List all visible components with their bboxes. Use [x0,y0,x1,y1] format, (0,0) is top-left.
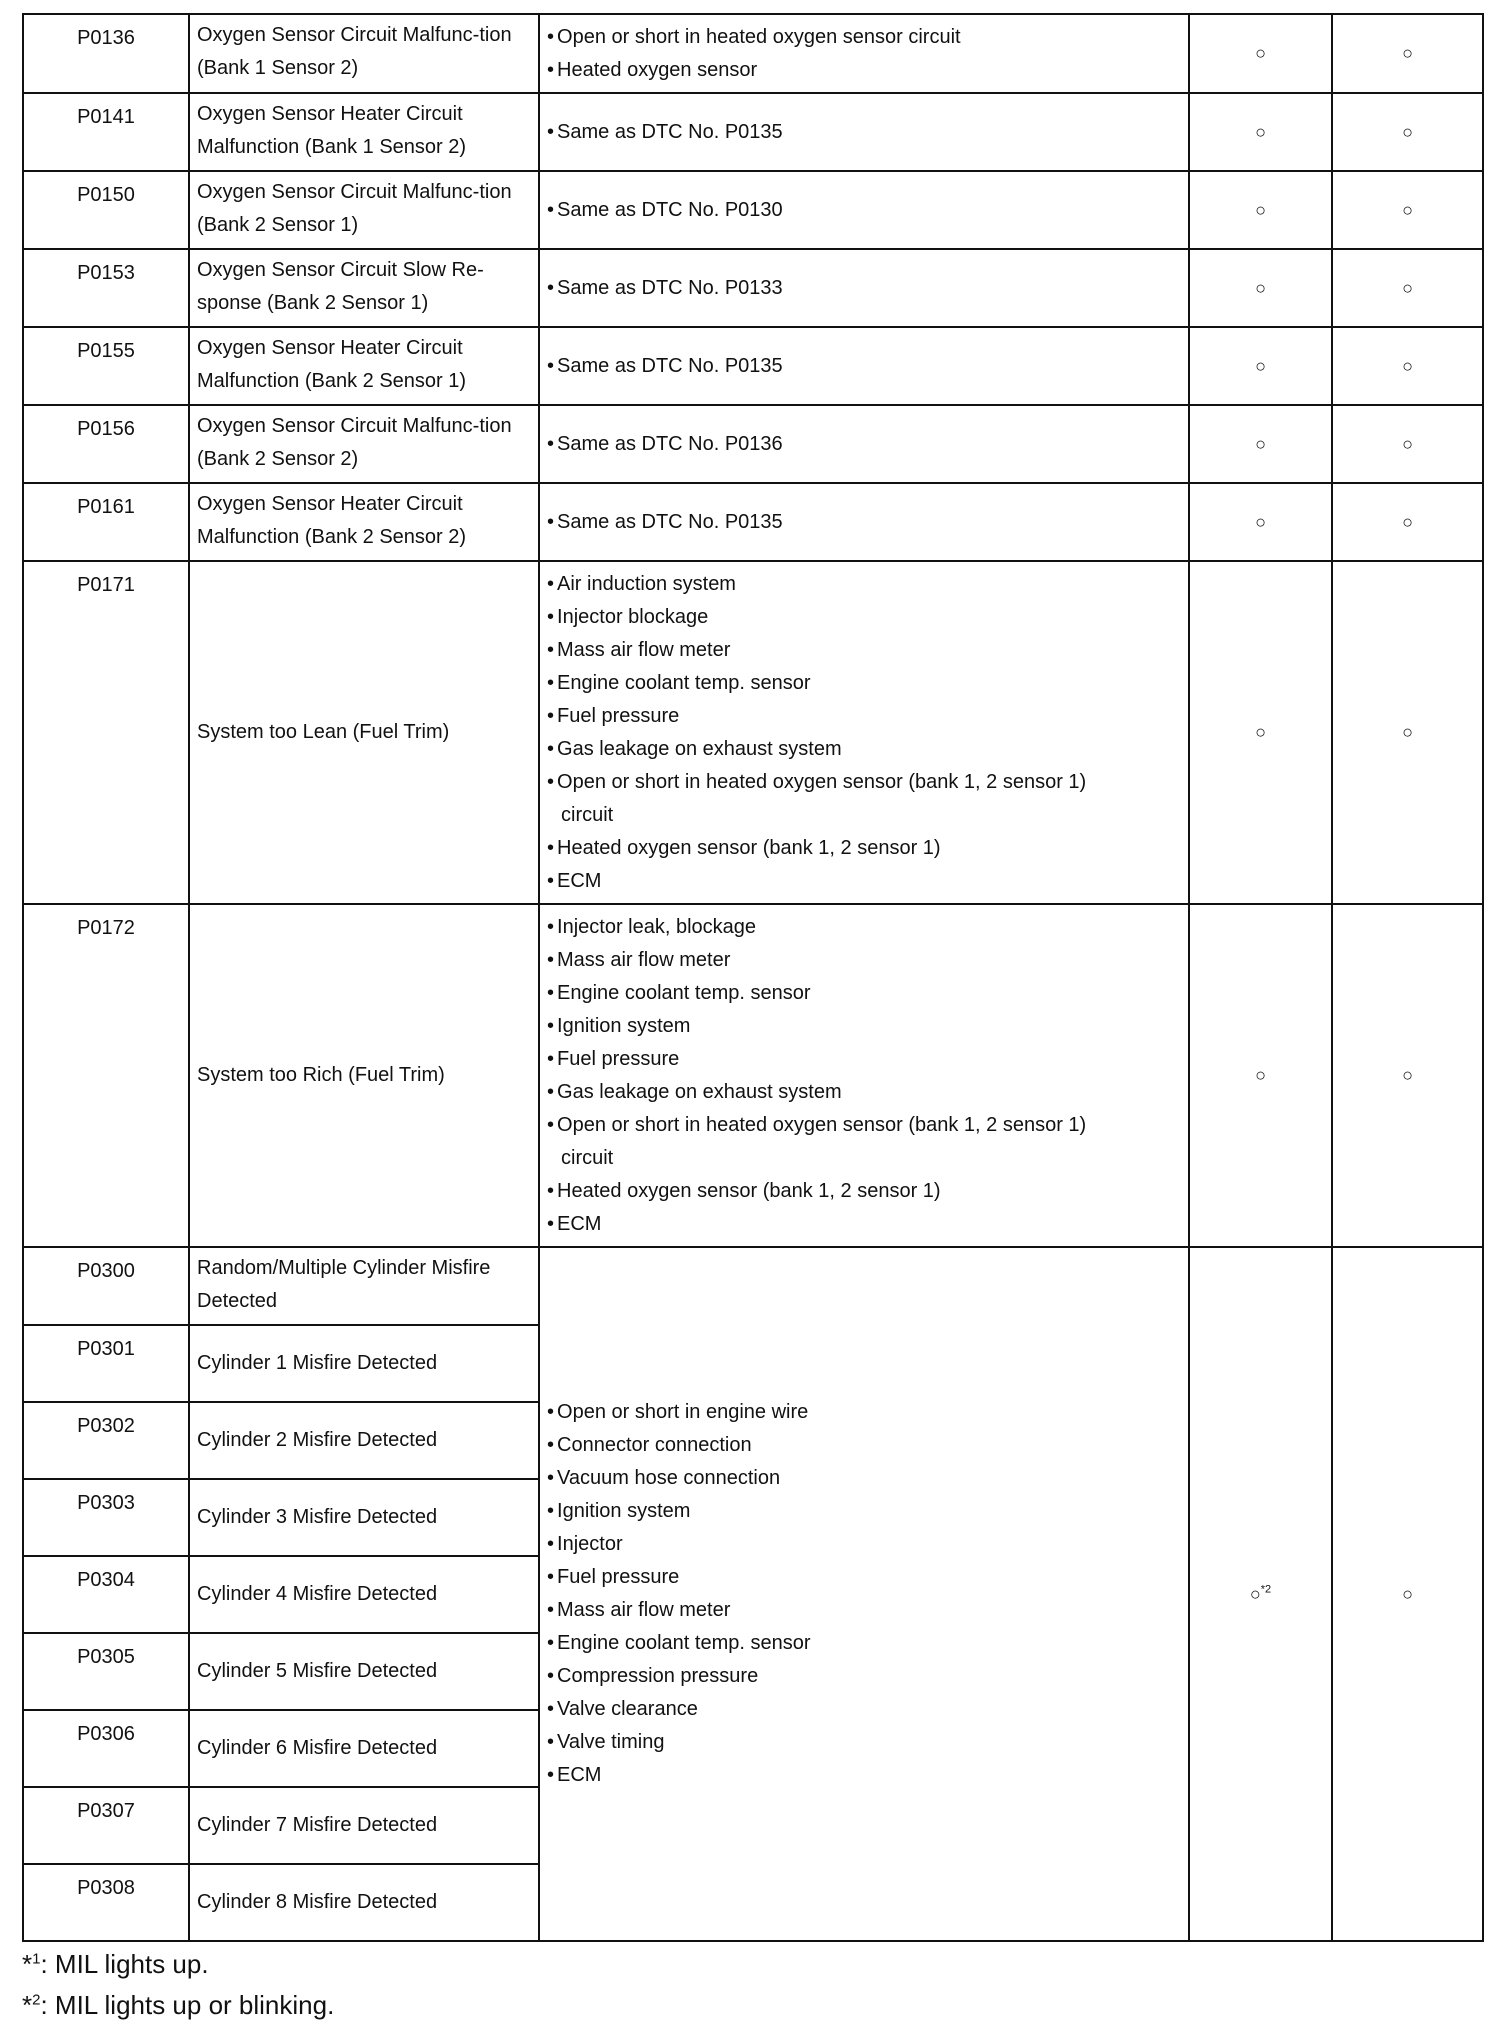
dtc-name: Random/Multiple Cylinder Misfire Detected [189,1247,539,1325]
cause-item: circuit [561,803,614,826]
footnote-text: : MIL lights up or blinking. [40,1990,335,2020]
cause-item: • Open or short in engine wire [547,1396,1188,1429]
dtc-table [22,13,1484,1942]
dtc-name: Oxygen Sensor Circuit Slow Re-sponse (Bank 2 Sensor 1) [189,249,539,327]
cause-item: • Gas leakage on exhaust system [547,733,1188,766]
dtc-table-body [23,14,1483,1941]
mil-cell-1 [1189,1247,1332,1941]
cause-item: • Gas leakage on exhaust system [547,1076,1188,1109]
cause-item: • Ignition system [547,1495,1188,1528]
circle-mark: ○ [1255,43,1266,63]
trouble-causes [539,561,1189,904]
dtc-name: Cylinder 8 Misfire Detected [189,1864,539,1941]
mil-cell-1 [1189,93,1332,171]
circle-mark: ○ [1255,199,1266,220]
trouble-causes [539,904,1189,1247]
dtc-name: Cylinder 1 Misfire Detected [189,1325,539,1402]
footnote-text: : MIL lights up. [40,1949,209,1979]
dtc-code: P0308 [23,1864,189,1941]
cause-item: • Injector leak, blockage [547,911,1188,944]
cause-item: • Fuel pressure [547,1561,1188,1594]
table-row [23,904,1483,1247]
trouble-causes [539,405,1189,483]
dtc-table-page [22,13,1482,1942]
mil-cell-2 [1332,249,1483,327]
mil-cell-2 [1332,483,1483,561]
mil-cell-1 [1189,405,1332,483]
cause-item: • Connector connection [547,1429,1188,1462]
cause-item: • Open or short in heated oxygen sensor (bank 1, 2 sensor 1) [547,1109,1188,1142]
cause-item: • ECM [547,1759,1188,1792]
cause-item: • Mass air flow meter [547,944,1188,977]
circle-mark: ○ [1255,355,1266,376]
dtc-code: P0136 [23,14,189,93]
dtc-code: P0156 [23,405,189,483]
footnotes [22,1944,334,2026]
dtc-name: Oxygen Sensor Heater Circuit Malfunction (Bank 2 Sensor 2) [189,483,539,561]
cause-item: • Engine coolant temp. sensor [547,1627,1188,1660]
dtc-name: System too Rich (Fuel Trim) [189,904,539,1247]
circle-mark: ○ [1255,511,1266,532]
footnote-mark: * [22,1990,33,2020]
dtc-name: Cylinder 7 Misfire Detected [189,1787,539,1864]
table-row [23,483,1483,561]
dtc-code: P0307 [23,1787,189,1864]
dtc-code: P0141 [23,93,189,171]
cause-item: • Heated oxygen sensor [547,54,1188,87]
trouble-causes [539,1247,1189,1941]
mil-cell-1 [1189,171,1332,249]
mil-cell-1 [1189,327,1332,405]
mil-cell-2 [1332,93,1483,171]
circle-mark: ○ [1402,433,1413,454]
dtc-code: P0150 [23,171,189,249]
circle-mark: ○ [1255,722,1266,742]
dtc-code: P0153 [23,249,189,327]
table-row [23,93,1483,171]
cause-item: • Vacuum hose connection [547,1462,1188,1495]
dtc-name: Oxygen Sensor Circuit Malfunc-tion (Bank 2 Sensor 1) [189,171,539,249]
trouble-causes [539,93,1189,171]
cause-item: • ECM [547,1208,1188,1241]
trouble-causes [539,483,1189,561]
table-row [23,1247,1483,1325]
cause-item: • Valve clearance [547,1693,1188,1726]
dtc-name: Cylinder 3 Misfire Detected [189,1479,539,1556]
cause-item: • Same as DTC No. P0133 [547,272,1188,305]
mil-cell-1 [1189,483,1332,561]
dtc-code: P0161 [23,483,189,561]
table-row [23,327,1483,405]
circle-mark: ○ [1402,1065,1413,1085]
cause-item: • Same as DTC No. P0135 [547,350,1188,383]
cause-item: • Open or short in heated oxygen sensor (bank 1, 2 sensor 1) [547,766,1188,799]
dtc-name: Oxygen Sensor Circuit Malfunc-tion (Bank 1 Sensor 2) [189,14,539,93]
cause-item: • Same as DTC No. P0130 [547,194,1188,227]
cause-item: • Same as DTC No. P0135 [547,506,1188,539]
mil-cell-1 [1189,904,1332,1247]
dtc-name: Cylinder 5 Misfire Detected [189,1633,539,1710]
dtc-code: P0300 [23,1247,189,1325]
mil-cell-2 [1332,1247,1483,1941]
mil-cell-2 [1332,171,1483,249]
mil-cell-2 [1332,327,1483,405]
footnote-number: 2 [32,1991,41,2009]
cause-item: • Injector blockage [547,601,1188,634]
circle-mark: ○ [1402,1583,1413,1604]
mil-cell-2 [1332,14,1483,93]
mil-cell-2 [1332,904,1483,1247]
dtc-code: P0155 [23,327,189,405]
dtc-code: P0301 [23,1325,189,1402]
cause-item: • Heated oxygen sensor (bank 1, 2 sensor 1) [547,832,1188,865]
footnote-mark: * [22,1949,33,1979]
cause-item: • Compression pressure [547,1660,1188,1693]
dtc-code: P0303 [23,1479,189,1556]
cause-item: • Fuel pressure [547,700,1188,733]
circle-mark: ○ [1255,121,1266,142]
cause-item: • Same as DTC No. P0135 [547,116,1188,149]
circle-mark: ○ [1402,199,1413,220]
mil-cell-1 [1189,14,1332,93]
footnote [22,1944,334,1985]
footnote-number: 1 [32,1950,41,1968]
dtc-code: P0302 [23,1402,189,1479]
mil-cell-2 [1332,405,1483,483]
dtc-name: System too Lean (Fuel Trim) [189,561,539,904]
mil-cell-1 [1189,249,1332,327]
dtc-name: Oxygen Sensor Heater Circuit Malfunction (Bank 1 Sensor 2) [189,93,539,171]
dtc-name: Cylinder 2 Misfire Detected [189,1402,539,1479]
mil-cell-1 [1189,561,1332,904]
trouble-causes [539,14,1189,93]
dtc-code: P0304 [23,1556,189,1633]
mil-cell-2 [1332,561,1483,904]
cause-item: • Engine coolant temp. sensor [547,977,1188,1010]
cause-item: • Mass air flow meter [547,1594,1188,1627]
circle-mark: ○ [1402,511,1413,532]
circle-mark: ○ [1402,355,1413,376]
table-row [23,561,1483,904]
trouble-causes [539,249,1189,327]
cause-item: • Valve timing [547,1726,1188,1759]
cause-item: • Ignition system [547,1010,1188,1043]
circle-mark: ○ [1402,277,1413,298]
circle-mark: ○ [1255,433,1266,454]
dtc-name: Oxygen Sensor Heater Circuit Malfunction (Bank 2 Sensor 1) [189,327,539,405]
trouble-causes [539,171,1189,249]
cause-item: • Air induction system [547,568,1188,601]
circle-mark: ○ [1255,277,1266,298]
dtc-name: Oxygen Sensor Circuit Malfunc-tion (Bank 2 Sensor 2) [189,405,539,483]
circle-mark: ○ [1402,722,1413,742]
table-row [23,171,1483,249]
dtc-name: Cylinder 4 Misfire Detected [189,1556,539,1633]
footnote [22,1985,334,2026]
dtc-code: P0305 [23,1633,189,1710]
circle-mark: ○ [1255,1065,1266,1085]
cause-item: • Open or short in heated oxygen sensor circuit [547,21,1188,54]
cause-item: • Fuel pressure [547,1043,1188,1076]
table-row [23,249,1483,327]
dtc-code: P0172 [23,904,189,1247]
footnote-ref: *2 [1260,1582,1272,1595]
cause-item: circuit [561,1146,614,1169]
cause-item: • Engine coolant temp. sensor [547,667,1188,700]
cause-item: • Same as DTC No. P0136 [547,428,1188,461]
dtc-code: P0171 [23,561,189,904]
dtc-code: P0306 [23,1710,189,1787]
table-row [23,14,1483,93]
trouble-causes [539,327,1189,405]
cause-item: • Injector [547,1528,1188,1561]
dtc-name: Cylinder 6 Misfire Detected [189,1710,539,1787]
cause-item: • Heated oxygen sensor (bank 1, 2 sensor 1) [547,1175,1188,1208]
circle-mark: ○ [1402,43,1413,63]
table-row [23,405,1483,483]
circle-mark: ○ [1402,121,1413,142]
cause-item: • ECM [547,865,1188,898]
cause-item: • Mass air flow meter [547,634,1188,667]
circle-mark: ○ [1249,1583,1261,1604]
